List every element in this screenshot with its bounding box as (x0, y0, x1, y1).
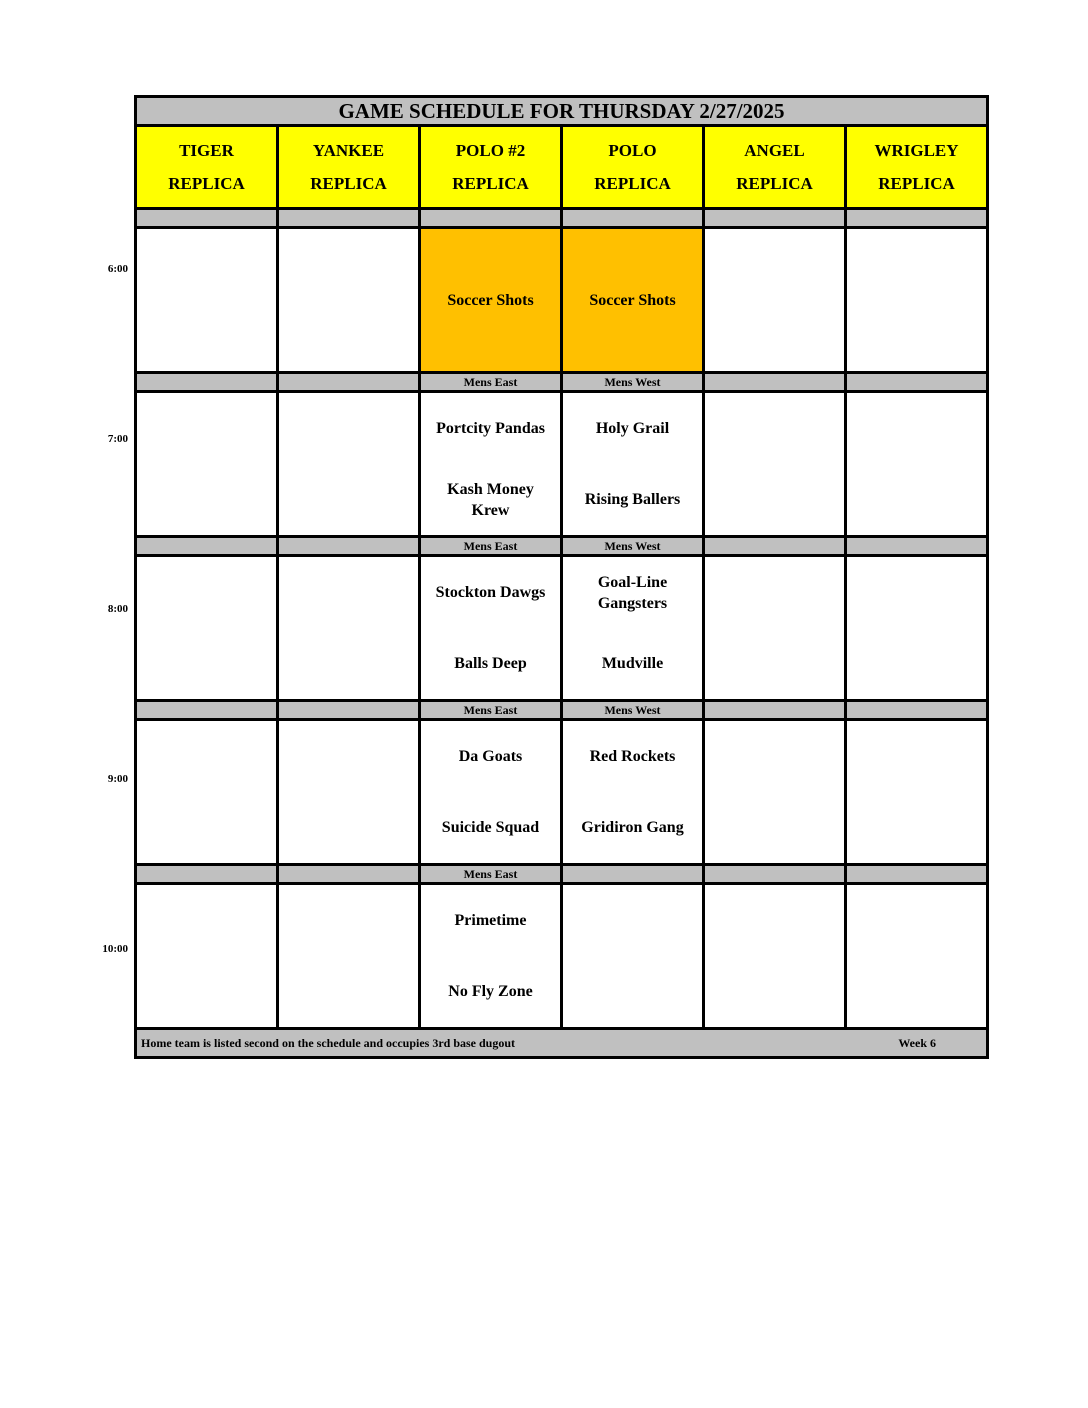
game-cell (420, 556, 562, 701)
division-label (846, 373, 988, 392)
field-name: POLO #2 (455, 141, 526, 160)
division-label (704, 537, 846, 556)
away-team: Portcity Pandas (436, 420, 545, 437)
division-row (136, 209, 988, 228)
game-cell (846, 392, 988, 537)
time-label: 9:00 (107, 773, 128, 785)
division-label (278, 865, 420, 884)
game-cell (278, 228, 420, 373)
field-header (846, 126, 988, 209)
home-team: Rising Ballers (584, 491, 681, 508)
game-cell (420, 392, 562, 537)
field-header (278, 126, 420, 209)
game-cell (420, 884, 562, 1029)
field-name: WRIGLEY (874, 141, 959, 160)
division-label: Mens East (420, 865, 562, 884)
game-cell (704, 884, 846, 1029)
schedule-title: GAME SCHEDULE FOR THURSDAY 2/27/2025 (136, 97, 988, 126)
game-cell (136, 228, 278, 373)
division-label (278, 373, 420, 392)
footer-note: Home team is listed second on the schedule and occupies 3rd base dugout (141, 1035, 516, 1050)
field-subtitle: REPLICA (878, 174, 955, 193)
time-slot-row (136, 228, 988, 373)
home-team: Suicide Squad (441, 819, 540, 836)
game-cell (136, 884, 278, 1029)
field-subtitle: REPLICA (736, 174, 813, 193)
home-team: No Fly Zone (448, 983, 533, 1000)
away-team: Stockton Dawgs (435, 584, 546, 601)
division-label (704, 373, 846, 392)
game-cell (562, 392, 704, 537)
time-label: 8:00 (107, 603, 128, 615)
game-cell (136, 392, 278, 537)
game-cell (704, 392, 846, 537)
field-name: ANGEL (744, 141, 805, 160)
field-header-row (136, 126, 988, 209)
home-team: Gridiron Gang (581, 819, 684, 836)
field-name: TIGER (179, 141, 234, 160)
time-slot-row (136, 720, 988, 865)
title-row (136, 97, 988, 126)
away-team: Goal-Line Gangsters (597, 573, 668, 612)
time-slot-row (136, 884, 988, 1029)
game-cell (846, 884, 988, 1029)
field-name: YANKEE (312, 141, 385, 160)
division-label (704, 865, 846, 884)
time-slot-row (136, 556, 988, 701)
game-cell (846, 720, 988, 865)
division-label (704, 701, 846, 720)
division-label (846, 537, 988, 556)
event-name: Soccer Shots (447, 291, 534, 309)
division-label (278, 537, 420, 556)
game-cell (136, 556, 278, 701)
division-label: Mens West (562, 537, 704, 556)
game-cell (846, 228, 988, 373)
week-label: Week 6 (898, 1035, 936, 1050)
division-label (136, 209, 278, 228)
game-cell (562, 720, 704, 865)
division-label (136, 537, 278, 556)
home-team: Kash Money Krew (447, 480, 534, 519)
home-team: Balls Deep (454, 655, 527, 672)
field-header (420, 126, 562, 209)
field-header (562, 126, 704, 209)
division-label (136, 701, 278, 720)
game-cell (278, 392, 420, 537)
field-subtitle: REPLICA (594, 174, 671, 193)
division-label (278, 701, 420, 720)
division-row (136, 537, 988, 556)
away-team: Primetime (454, 912, 527, 929)
field-header (136, 126, 278, 209)
event-name: Soccer Shots (589, 291, 676, 309)
time-slot-row (136, 392, 988, 537)
time-label: 10:00 (102, 943, 128, 955)
footer-cell (136, 1029, 988, 1058)
division-label (136, 373, 278, 392)
division-row (136, 865, 988, 884)
division-row (136, 701, 988, 720)
schedule-sheet (134, 95, 989, 1059)
division-label: Mens East (420, 701, 562, 720)
division-label (562, 209, 704, 228)
field-subtitle: REPLICA (452, 174, 529, 193)
game-cell (136, 720, 278, 865)
game-cell (278, 720, 420, 865)
game-cell (846, 556, 988, 701)
away-team: Red Rockets (589, 748, 676, 765)
field-subtitle: REPLICA (168, 174, 245, 193)
away-team: Da Goats (458, 748, 523, 765)
game-cell (562, 228, 704, 373)
game-cell (420, 228, 562, 373)
division-label (846, 865, 988, 884)
time-label: 6:00 (107, 263, 128, 275)
division-label (278, 209, 420, 228)
division-label: Mens West (562, 373, 704, 392)
game-cell (704, 556, 846, 701)
game-cell (704, 720, 846, 865)
field-name: POLO (608, 141, 657, 160)
division-label (562, 865, 704, 884)
division-label: Mens East (420, 373, 562, 392)
field-subtitle: REPLICA (310, 174, 387, 193)
division-label (704, 209, 846, 228)
time-label: 7:00 (107, 433, 128, 445)
away-team: Holy Grail (595, 420, 670, 437)
game-cell (562, 556, 704, 701)
division-label (420, 209, 562, 228)
game-cell (278, 556, 420, 701)
division-label (846, 209, 988, 228)
game-cell (420, 720, 562, 865)
footer-row (136, 1029, 988, 1058)
field-header (704, 126, 846, 209)
division-label (846, 701, 988, 720)
division-label (136, 865, 278, 884)
division-label: Mens East (420, 537, 562, 556)
schedule-table (134, 95, 989, 1059)
game-cell (278, 884, 420, 1029)
division-label: Mens West (562, 701, 704, 720)
game-cell (562, 884, 704, 1029)
division-row (136, 373, 988, 392)
game-cell (704, 228, 846, 373)
home-team: Mudville (601, 655, 664, 672)
